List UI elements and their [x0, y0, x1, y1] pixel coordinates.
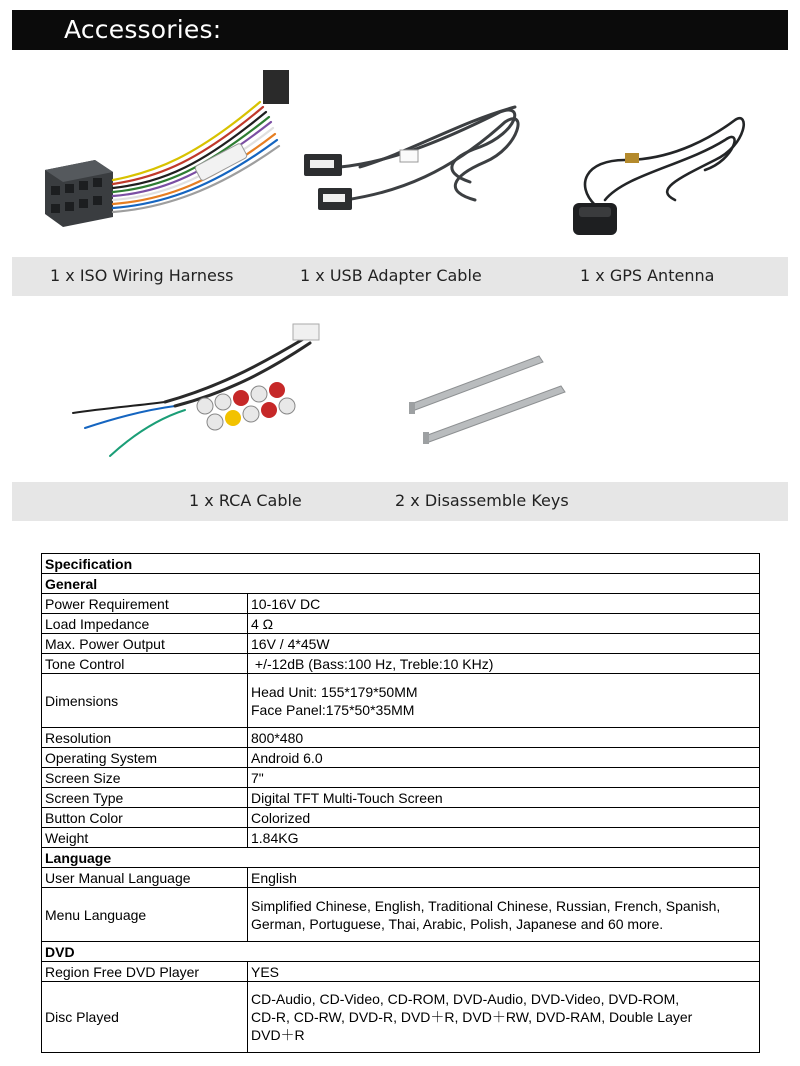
spec-key: Region Free DVD Player [42, 962, 248, 982]
table-row [42, 888, 760, 942]
spec-value: Digital TFT Multi-Touch Screen [248, 788, 760, 808]
table-row [42, 674, 760, 728]
spec-value [248, 674, 760, 728]
table-row [42, 768, 760, 788]
table-row [42, 594, 760, 614]
spec-value: Android 6.0 [248, 748, 760, 768]
section-general-row [42, 574, 760, 594]
iso-wiring-harness-image [35, 62, 295, 242]
table-row [42, 808, 760, 828]
dimensions-line-1: Head Unit: 155*179*50MM [251, 683, 418, 700]
spec-key: Button Color [42, 808, 248, 828]
rca-cable-image [65, 318, 335, 468]
spec-value: Colorized [248, 808, 760, 828]
accessories-caption-bar-2 [12, 482, 788, 521]
caption-rca-cable: 1 x RCA Cable [189, 491, 302, 510]
gps-antenna-image [565, 105, 755, 245]
table-row [42, 634, 760, 654]
dimensions-line-2: Face Panel:175*50*35MM [251, 701, 415, 718]
spec-title-row [42, 554, 760, 574]
spec-value: 7" [248, 768, 760, 788]
table-row [42, 962, 760, 982]
spec-key: Dimensions [42, 674, 248, 728]
spec-value: 1.84KG [248, 828, 760, 848]
spec-key: Max. Power Output [42, 634, 248, 654]
section-language-row [42, 848, 760, 868]
spec-key: Power Requirement [42, 594, 248, 614]
menu-language-line-2: German, Portuguese, Thai, Arabic, Polish, Japanese and 60 more. [251, 915, 664, 932]
disc-played-line-3: DVD＋R [251, 1027, 305, 1043]
spec-key: Resolution [42, 728, 248, 748]
table-row [42, 868, 760, 888]
menu-language-line-1: Simplified Chinese, English, Traditional Chinese, Russian, French, Spanish, [251, 897, 721, 914]
table-row [42, 614, 760, 634]
page-title: Accessories: [64, 15, 222, 44]
spec-key: User Manual Language [42, 868, 248, 888]
caption-usb-adapter-cable: 1 x USB Adapter Cable [300, 266, 482, 285]
usb-adapter-cable-image [300, 92, 530, 232]
table-row [42, 982, 760, 1053]
spec-value [248, 982, 760, 1053]
rca-plug-icons [197, 382, 295, 430]
section-general: General [42, 574, 760, 594]
table-row [42, 654, 760, 674]
disc-played-line-1: CD-Audio, CD-Video, CD-ROM, DVD-Audio, DVD-Video, DVD-ROM, [251, 991, 680, 1007]
spec-key: Tone Control [42, 654, 248, 674]
caption-disassemble-keys: 2 x Disassemble Keys [395, 491, 569, 510]
spec-key: Menu Language [42, 888, 248, 942]
spec-key: Disc Played [42, 982, 248, 1053]
accessories-header [12, 10, 788, 50]
spec-key: Operating System [42, 748, 248, 768]
spec-value: 800*480 [248, 728, 760, 748]
caption-gps-antenna: 1 x GPS Antenna [580, 266, 715, 285]
spec-value: YES [248, 962, 760, 982]
spec-key: Screen Size [42, 768, 248, 788]
specification-table [41, 553, 760, 1053]
spec-value: 16V / 4*45W [248, 634, 760, 654]
spec-title: Specification [42, 554, 760, 574]
spec-value: 4 Ω [248, 614, 760, 634]
table-row [42, 748, 760, 768]
harness-connector-icon [45, 160, 113, 227]
disassemble-keys-image [405, 350, 575, 450]
table-row [42, 788, 760, 808]
spec-key: Weight [42, 828, 248, 848]
spec-value: 10-16V DC [248, 594, 760, 614]
table-row [42, 828, 760, 848]
spec-value: +/-12dB (Bass:100 Hz, Treble:10 KHz) [248, 654, 760, 674]
accessories-caption-bar-1 [12, 257, 788, 296]
section-dvd-row [42, 942, 760, 962]
spec-value [248, 888, 760, 942]
spec-value: English [248, 868, 760, 888]
section-dvd: DVD [42, 942, 760, 962]
caption-iso-wiring-harness: 1 x ISO Wiring Harness [50, 266, 234, 285]
spec-key: Screen Type [42, 788, 248, 808]
spec-key: Load Impedance [42, 614, 248, 634]
disc-played-line-2: CD-R, CD-RW, DVD-R, DVD＋R, DVD＋RW, DVD-RAM, Double Layer [251, 1009, 693, 1025]
table-row [42, 728, 760, 748]
section-language: Language [42, 848, 760, 868]
